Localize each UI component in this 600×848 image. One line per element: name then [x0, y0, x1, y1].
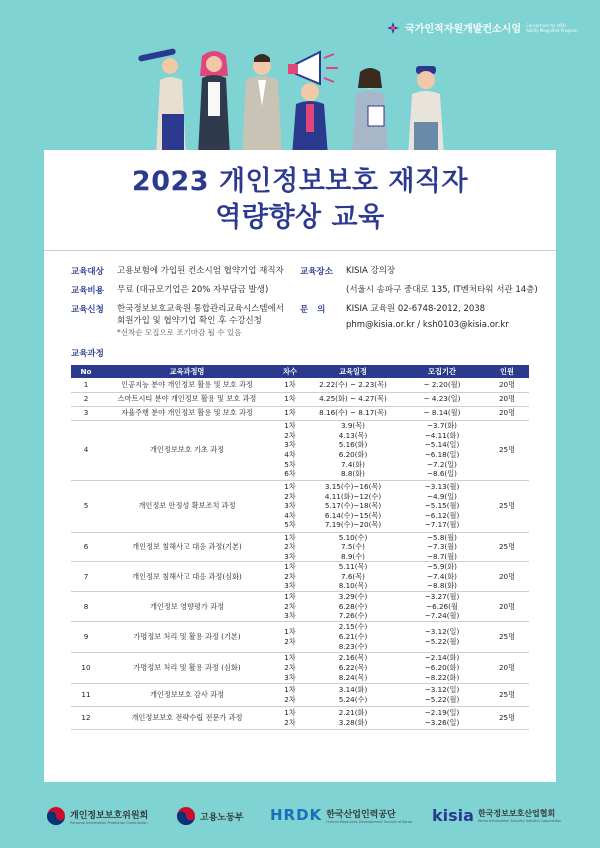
hero-illustration	[130, 36, 460, 156]
cell-round-line: 3차	[284, 672, 296, 682]
cell-recruit-period	[399, 378, 485, 392]
logo-hrdk	[270, 806, 412, 824]
cell-recruit-period-line: ~8.8(화)	[426, 581, 457, 591]
cell-round-line: 2차	[284, 491, 296, 501]
cell-round-line: 5차	[284, 459, 296, 469]
cell-schedule	[307, 706, 399, 729]
person-megaphone-illustration	[292, 83, 328, 156]
cell-recruit-period-line: ~6.20(화)	[424, 663, 460, 673]
cell-course-name: 자율주행 분야 개인정보 활용 및 보호 과정	[101, 406, 273, 420]
cell-recruit-period-line: ~7.4(화)	[426, 571, 457, 581]
cell-recruit-period-line: ~3.12(일)	[424, 685, 460, 695]
cell-schedule-line: 7.26(수)	[338, 611, 368, 621]
cell-schedule-line: 8.23(수)	[338, 641, 368, 651]
logo-hrdk-name: 한국산업인력공단	[326, 809, 396, 820]
cell-capacity: 20명	[485, 562, 529, 592]
person-man-suit-illustration	[242, 54, 282, 156]
info-place	[300, 265, 538, 296]
cell-recruit-period	[399, 621, 485, 652]
cell-round	[273, 683, 307, 706]
header-schedule: 교육일정	[307, 365, 399, 378]
cell-recruit-period-line: ~5.15(월)	[424, 501, 460, 511]
cell-capacity: 20명	[485, 406, 529, 420]
cell-round-line: 2차	[284, 571, 296, 581]
cell-course-name: 개인정보보호 기초 과정	[101, 420, 273, 480]
cell-recruit-period-line: ~5.8(월)	[426, 532, 457, 542]
cell-recruit-period-line: ~2.14(화)	[424, 653, 460, 663]
cell-no: 4	[71, 420, 101, 480]
table-row	[71, 532, 529, 562]
course-section-title: 교육과정	[71, 349, 104, 359]
cell-schedule-line: 7.5(수)	[341, 542, 365, 552]
cell-capacity: 20명	[485, 378, 529, 392]
cell-recruit-period-line: ~6.12(월)	[424, 510, 460, 520]
cell-schedule-line: 5.16(화)	[338, 440, 368, 450]
cell-schedule-line: 5.24(수)	[338, 694, 368, 704]
cell-schedule-line: 6.20(화)	[338, 450, 368, 459]
person-clipboard-illustration	[352, 68, 388, 156]
cell-schedule	[307, 406, 399, 420]
header-capacity: 인원	[485, 365, 529, 378]
cell-round-line: 1차	[284, 421, 296, 431]
cell-schedule-line: 2.16(목)	[338, 653, 368, 663]
consortium-logo-icon	[386, 21, 400, 35]
cell-capacity: 25명	[485, 621, 529, 652]
cell-round-line: 1차	[284, 394, 296, 404]
cell-recruit-period-line: ~3.13(월)	[424, 482, 460, 492]
person-telescope-illustration	[138, 48, 186, 156]
cell-schedule	[307, 592, 399, 622]
cell-recruit-period	[399, 562, 485, 592]
cell-course-name: 스마트시티 분야 개인정보 활용 및 보호 과정	[101, 392, 273, 406]
cell-recruit-period-line: ~ 2.20(월)	[423, 379, 461, 389]
cell-round-line: 3차	[284, 551, 296, 561]
cell-round-line: 1차	[284, 379, 296, 389]
cell-round-line: 5차	[284, 520, 296, 530]
megaphone-illustration	[288, 52, 338, 84]
cell-schedule-line: 6.14(수)~15(목)	[324, 510, 382, 520]
cell-recruit-period-line: ~6.18(일)	[424, 450, 460, 459]
cell-no: 5	[71, 480, 101, 532]
cell-round-line: 3차	[284, 501, 296, 511]
logo-pipc-name-en: Personal Information Protection Commission	[70, 820, 148, 825]
cell-recruit-period	[399, 652, 485, 683]
header-round: 차수	[273, 365, 307, 378]
cell-recruit-period-line: ~8.22(화)	[424, 672, 460, 682]
cell-schedule-line: 2.22(수) ~ 2.23(목)	[319, 379, 387, 389]
cell-no: 12	[71, 706, 101, 729]
cell-recruit-period-line: ~3.27(월)	[424, 592, 460, 602]
cell-recruit-period-line: ~3.26(일)	[424, 717, 460, 727]
cell-recruit-period-line: ~8.7(월)	[426, 551, 457, 561]
header-no: No	[71, 365, 101, 378]
cell-schedule-line: 8.24(목)	[338, 672, 368, 682]
logo-kisia	[432, 806, 561, 825]
cell-schedule-line: 3.9(목)	[341, 421, 365, 431]
cell-course-name: 개인정보보호 감사 과정	[101, 683, 273, 706]
cell-schedule-line: 3.15(수)~16(목)	[324, 482, 382, 492]
cell-schedule	[307, 621, 399, 652]
cell-schedule	[307, 420, 399, 480]
taegeuk-icon	[46, 806, 66, 826]
cell-schedule-line: 3.14(화)	[338, 685, 368, 695]
cell-course-name: 가명정보 처리 및 활용 과정 (심화)	[101, 652, 273, 683]
info-cost-value: 무료 (대규모기업은 20% 자부담금 발생)	[117, 285, 269, 295]
cell-round	[273, 420, 307, 480]
cell-capacity: 20명	[485, 592, 529, 622]
info-target	[71, 265, 284, 277]
table-row	[71, 406, 529, 420]
cell-schedule-line: 8.10(목)	[338, 581, 368, 591]
course-schedule-table	[71, 365, 529, 730]
cell-round-line: 3차	[284, 440, 296, 450]
cell-recruit-period	[399, 532, 485, 562]
cell-recruit-period-line: ~4.11(화)	[424, 430, 460, 440]
cell-capacity: 25명	[485, 532, 529, 562]
cell-course-name: 개인정보 영향평가 과정	[101, 592, 273, 622]
cell-no: 1	[71, 378, 101, 392]
table-row	[71, 592, 529, 622]
cell-schedule-line: 8.8(화)	[341, 469, 365, 479]
cell-recruit-period-line: ~ 4.23(일)	[423, 394, 461, 404]
info-apply	[71, 303, 284, 339]
cell-no: 11	[71, 683, 101, 706]
cell-course-name: 개인정보보호 전략수립 전문가 과정	[101, 706, 273, 729]
info-apply-note: *선착순 모집으로 조기마감 될 수 있음	[117, 328, 242, 337]
cell-schedule	[307, 480, 399, 532]
logo-kisia-name-en: Korea Information Security Industry Association	[477, 819, 562, 823]
cell-round	[273, 706, 307, 729]
cell-schedule-line: 5.11(목)	[338, 562, 368, 572]
table-row	[71, 420, 529, 480]
cell-recruit-period-line: ~ 8.14(월)	[423, 408, 461, 418]
cell-recruit-period-line: ~7.2(일)	[426, 459, 457, 469]
cell-schedule-line: 4.11(화)~12(수)	[324, 491, 382, 501]
cell-schedule	[307, 683, 399, 706]
cell-schedule	[307, 562, 399, 592]
cell-schedule-line: 3.29(수)	[338, 592, 368, 602]
cell-round-line: 1차	[284, 685, 296, 695]
cell-round-line: 3차	[284, 581, 296, 591]
logo-kisia-name: 한국정보보호산업협회	[477, 809, 556, 818]
cell-no: 8	[71, 592, 101, 622]
info-target-label: 교육대상	[71, 267, 104, 277]
cell-recruit-period-line: ~7.24(월)	[424, 611, 460, 621]
cell-schedule-line: 5.10(수)	[338, 532, 368, 542]
cell-round	[273, 532, 307, 562]
poster-title-line2: 역량향상 교육	[215, 202, 385, 233]
footer-logos	[0, 802, 600, 832]
info-section	[44, 251, 556, 359]
info-apply-value-1: 한국정보보호교육원 통합관리교육시스템에서	[117, 304, 284, 314]
cell-schedule	[307, 378, 399, 392]
info-target-value: 고용보험에 가입된 컨소시엄 협약기업 재직자	[117, 266, 284, 276]
cell-capacity: 25명	[485, 706, 529, 729]
cell-recruit-period	[399, 592, 485, 622]
cell-recruit-period-line: ~8.6(일)	[426, 469, 457, 479]
cell-round-line: 1차	[284, 592, 296, 602]
cell-round-line: 1차	[284, 532, 296, 542]
cell-course-name: 인공지능 분야 개인정보 활용 및 보호 과정	[101, 378, 273, 392]
cell-recruit-period	[399, 480, 485, 532]
table-row	[71, 621, 529, 652]
cell-capacity: 20명	[485, 392, 529, 406]
cell-round-line: 2차	[284, 601, 296, 611]
cell-no: 7	[71, 562, 101, 592]
logo-moel-name: 고용노동부	[200, 812, 244, 823]
cell-no: 6	[71, 532, 101, 562]
cell-schedule-line: 4.13(목)	[338, 430, 368, 440]
cell-round-line: 2차	[284, 636, 296, 646]
cell-round	[273, 562, 307, 592]
table-row	[71, 378, 529, 392]
cell-round-line: 1차	[284, 653, 296, 663]
table-row	[71, 562, 529, 592]
table-row	[71, 683, 529, 706]
cell-recruit-period	[399, 406, 485, 420]
cell-round-line: 2차	[284, 542, 296, 552]
table-header-row	[71, 365, 529, 378]
cell-round-line: 1차	[284, 627, 296, 637]
table-row	[71, 480, 529, 532]
cell-recruit-period-line: ~4.9(일)	[426, 491, 457, 501]
info-contact-value-2: phm@kisia.or.kr / ksh0103@kisia.or.kr	[346, 320, 509, 330]
logo-hrdk-mark: HRDK	[270, 806, 323, 824]
table-row	[71, 392, 529, 406]
cell-course-name: 개인정보 침해사고 대응 과정(기본)	[101, 532, 273, 562]
info-contact	[300, 303, 509, 331]
cell-schedule-line: 6.21(수)	[338, 632, 368, 642]
cell-capacity: 20명	[485, 652, 529, 683]
cell-schedule	[307, 532, 399, 562]
consortium-name: 국가인적자원개발컨소시엄	[405, 24, 521, 35]
cell-schedule-line: 2.21(화)	[338, 708, 368, 718]
cell-recruit-period-line: ~5.14(일)	[424, 440, 460, 450]
cell-no: 9	[71, 621, 101, 652]
cell-round-line: 1차	[284, 708, 296, 718]
cell-recruit-period	[399, 420, 485, 480]
logo-moel	[176, 806, 243, 826]
cell-recruit-period	[399, 706, 485, 729]
cell-schedule-line: 2.15(수)	[338, 622, 368, 632]
cell-recruit-period-line: ~5.22(월)	[424, 636, 460, 646]
logo-hrdk-name-en: Human Resources Development Service of Korea	[326, 819, 413, 824]
cell-round-line: 4차	[284, 510, 296, 520]
cell-course-name: 개인정보 침해사고 대응 과정(심화)	[101, 562, 273, 592]
info-apply-label: 교육신청	[71, 305, 104, 315]
info-place-value-2: (서울시 송파구 중대로 135, IT벤처타워 서관 14층)	[346, 285, 538, 295]
cell-schedule-line: 4.25(화) ~ 4.27(목)	[319, 394, 387, 404]
cell-recruit-period-line: ~6.26(월	[426, 601, 458, 611]
cell-schedule-line: 3.28(화)	[338, 717, 368, 727]
cell-schedule-line: 8.9(수)	[341, 551, 365, 561]
cell-no: 2	[71, 392, 101, 406]
cell-schedule-line: 6.22(목)	[338, 663, 368, 673]
cell-no: 3	[71, 406, 101, 420]
table-row	[71, 652, 529, 683]
logo-kisia-mark: kisia	[432, 806, 474, 825]
consortium-name-en: Consortium for HRD Ability Magnified Program	[526, 22, 578, 33]
table-row	[71, 706, 529, 729]
cell-round-line: 6차	[284, 469, 296, 479]
cell-schedule-line: 7.6(목)	[341, 571, 365, 581]
cell-schedule-line: 8.16(수) ~ 8.17(목)	[319, 408, 387, 418]
header-course-name: 교육과정명	[101, 365, 273, 378]
cell-round-line: 2차	[284, 430, 296, 440]
cell-schedule-line: 7.4(화)	[341, 459, 365, 469]
cell-schedule	[307, 392, 399, 406]
cell-round	[273, 378, 307, 392]
cell-round	[273, 480, 307, 532]
info-apply-value-2: 회원가입 및 협약기업 확인 후 수강신청	[117, 316, 262, 326]
info-place-value-1: KISIA 강의장	[346, 266, 396, 276]
cell-round-line: 2차	[284, 694, 296, 704]
person-woman-illustration	[198, 51, 230, 156]
cell-round-line: 2차	[284, 663, 296, 673]
cell-recruit-period-line: ~3.7(화)	[426, 421, 457, 431]
cell-schedule	[307, 652, 399, 683]
cell-round	[273, 392, 307, 406]
cell-recruit-period-line: ~7.3(월)	[426, 542, 457, 552]
cell-recruit-period-line: ~5.22(월)	[424, 694, 460, 704]
info-contact-value-1: KISIA 교육원 02-6748-2012, 2038	[346, 304, 486, 314]
cell-schedule-line: 5.17(수)~18(목)	[324, 501, 382, 511]
cell-round	[273, 652, 307, 683]
info-contact-label: 문 의	[300, 305, 326, 315]
cell-capacity: 25명	[485, 420, 529, 480]
header-recruit-period: 모집기간	[399, 365, 485, 378]
cell-round-line: 1차	[284, 562, 296, 572]
cell-round-line: 2차	[284, 717, 296, 727]
cell-schedule-line: 7.19(수)~20(목)	[324, 520, 382, 530]
cell-round-line: 1차	[284, 482, 296, 492]
cell-recruit-period	[399, 392, 485, 406]
poster-title	[44, 164, 556, 236]
cell-round-line: 1차	[284, 408, 296, 418]
person-binoculars-illustration	[408, 66, 444, 156]
cell-recruit-period-line: ~5.9(화)	[426, 562, 457, 572]
cell-recruit-period-line: ~7.17(월)	[424, 520, 460, 530]
cell-no: 10	[71, 652, 101, 683]
info-place-label: 교육장소	[300, 267, 333, 277]
info-cost	[71, 284, 268, 296]
cell-recruit-period	[399, 683, 485, 706]
poster-title-line1: 2023 개인정보보호 재직자	[131, 166, 469, 197]
poster-card	[44, 150, 556, 782]
cell-recruit-period-line: ~3.12(일)	[424, 627, 460, 637]
cell-round	[273, 621, 307, 652]
cell-round	[273, 592, 307, 622]
taegeuk-icon	[176, 806, 196, 826]
cell-recruit-period-line: ~2.19(일)	[424, 708, 460, 718]
info-cost-label: 교육비용	[71, 286, 104, 296]
logo-pipc-name: 개인정보보호위원회	[70, 810, 149, 821]
cell-round-line: 4차	[284, 450, 296, 459]
cell-capacity: 25명	[485, 683, 529, 706]
cell-round	[273, 406, 307, 420]
cell-capacity: 25명	[485, 480, 529, 532]
cell-schedule-line: 6.28(수)	[338, 601, 368, 611]
cell-course-name: 가명정보 처리 및 활용 과정 (기본)	[101, 621, 273, 652]
cell-course-name: 개인정보 안정성 확보조치 과정	[101, 480, 273, 532]
consortium-badge	[386, 20, 578, 35]
cell-round-line: 3차	[284, 611, 296, 621]
logo-pipc	[46, 806, 148, 826]
